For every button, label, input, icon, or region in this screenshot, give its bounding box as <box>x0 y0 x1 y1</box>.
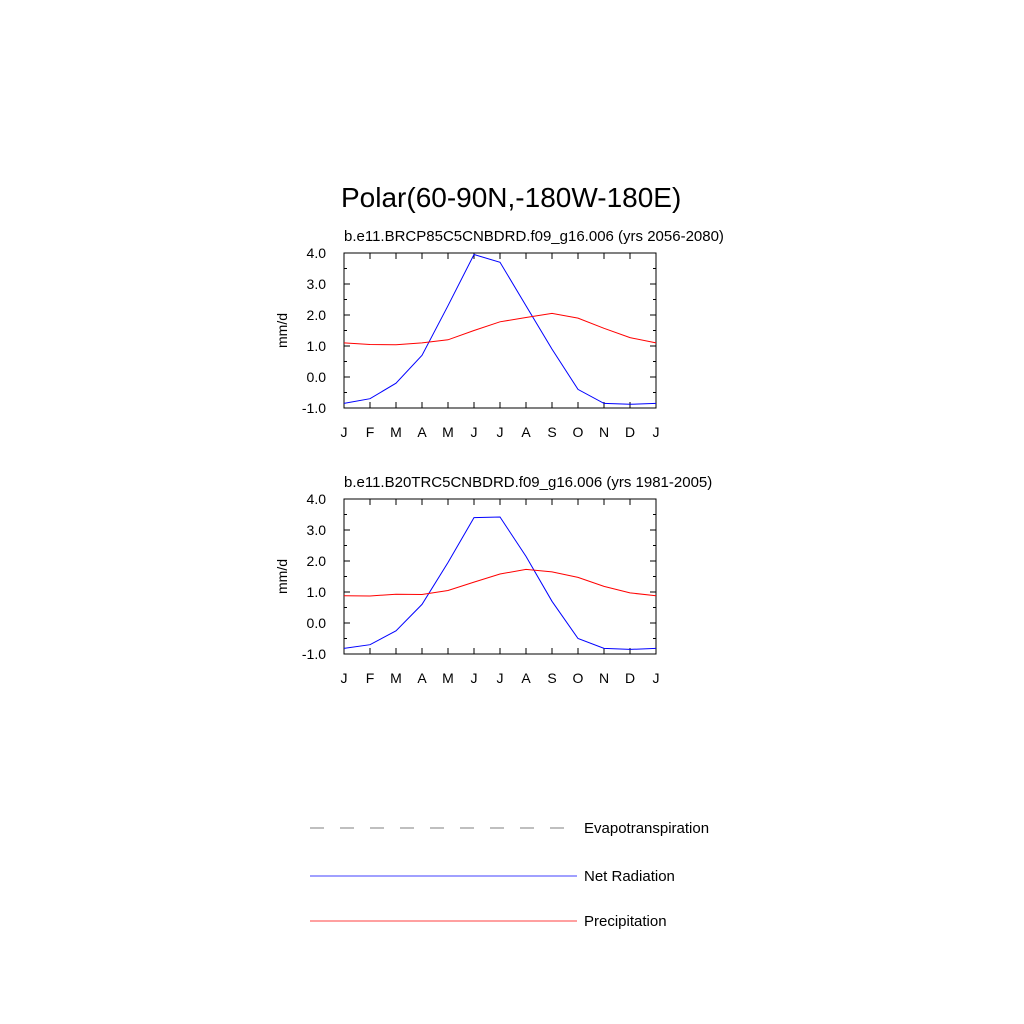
series-line-precipitation <box>344 569 656 596</box>
x-tick-label: M <box>442 424 454 440</box>
x-tick-label: A <box>521 670 531 686</box>
series-line-net-radiation <box>344 255 656 405</box>
y-tick-label: -1.0 <box>301 400 326 416</box>
y-tick-label: 0.0 <box>306 615 326 631</box>
x-tick-label: N <box>598 670 610 686</box>
y-tick-label: -1.0 <box>301 646 326 662</box>
series-line-net-radiation <box>344 517 656 649</box>
x-tick-label: J <box>340 424 348 440</box>
chart-panel-top <box>274 228 724 440</box>
x-tick-label: D <box>624 670 636 686</box>
x-tick-label: S <box>547 424 557 440</box>
legend <box>310 820 709 930</box>
x-tick-label: O <box>572 424 584 440</box>
panel-title: b.e11.BRCP85C5CNBDRD.f09_g16.006 (yrs 2056-2080) <box>344 228 724 245</box>
x-tick-label: O <box>572 670 584 686</box>
x-tick-label: J <box>652 670 660 686</box>
x-tick-label: J <box>496 670 504 686</box>
x-tick-label: J <box>470 670 478 686</box>
y-tick-label: 4.0 <box>306 245 326 261</box>
legend-label: Evapotranspiration <box>584 820 710 837</box>
x-tick-label: F <box>365 670 375 686</box>
y-tick-label: 3.0 <box>306 276 326 292</box>
x-tick-label: F <box>365 424 375 440</box>
plot-frame <box>344 499 656 654</box>
y-axis-label: mm/d <box>274 559 290 594</box>
x-tick-label: M <box>390 424 402 440</box>
chart-panel-bottom <box>274 474 712 686</box>
x-tick-label: S <box>547 670 557 686</box>
panel-title: b.e11.B20TRC5CNBDRD.f09_g16.006 (yrs 1981-2005) <box>344 474 713 491</box>
x-tick-label: N <box>598 424 610 440</box>
y-tick-label: 1.0 <box>306 338 326 354</box>
y-tick-label: 3.0 <box>306 522 326 538</box>
x-tick-label: A <box>417 670 427 686</box>
legend-label: Precipitation <box>584 913 667 930</box>
x-tick-label: J <box>496 424 504 440</box>
y-tick-label: 0.0 <box>306 369 326 385</box>
x-tick-label: A <box>521 424 531 440</box>
legend-label: Net Radiation <box>584 868 675 885</box>
x-tick-label: A <box>417 424 427 440</box>
x-tick-label: M <box>390 670 402 686</box>
y-tick-label: 4.0 <box>306 491 326 507</box>
x-tick-label: J <box>340 670 348 686</box>
x-tick-label: M <box>442 670 454 686</box>
main-title: Polar(60-90N,-180W-180E) <box>341 182 682 213</box>
x-tick-label: D <box>624 424 636 440</box>
x-tick-label: J <box>470 424 478 440</box>
y-tick-label: 2.0 <box>306 307 326 323</box>
y-axis-label: mm/d <box>274 313 290 348</box>
y-tick-label: 2.0 <box>306 553 326 569</box>
y-tick-label: 1.0 <box>306 584 326 600</box>
series-line-precipitation <box>344 313 656 344</box>
x-tick-label: J <box>652 424 660 440</box>
